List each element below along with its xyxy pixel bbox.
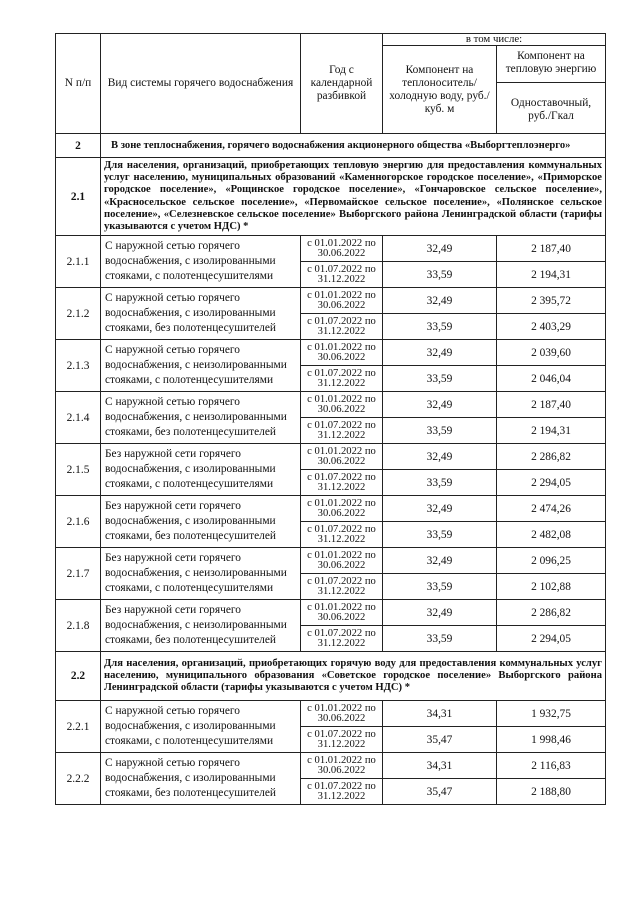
- row-water-1: 32,49: [383, 548, 497, 574]
- section-title: Для населения, организаций, приобретающих тепловую энергию для предоставления коммунальных услуг населению, муниципальных образований «Каменногорское городское поселение», «Приморское городское поселение», «Рощинское городское поселение», «Гончаровское сельское поселение», «Красносельское сельское поселение», «Первомайское сельское поселение», «Полянское сельское поселение», «Селезневское сельское поселение» Выборгского района Ленинградской области (тарифы указываются с учетом НДС) *: [101, 158, 606, 236]
- row-period-2: с 01.07.2022 по 31.12.2022: [301, 522, 383, 548]
- row-system-type: Без наружной сети горячего водоснабжения, с неизолированными стояками, с полотенцесушителями: [101, 548, 301, 600]
- section-num: 2.2: [56, 652, 101, 701]
- row-heat-2: 2 194,31: [497, 418, 606, 444]
- row-period-2: с 01.07.2022 по 31.12.2022: [301, 779, 383, 805]
- tariff-row: [56, 753, 606, 779]
- row-period-1: с 01.01.2022 по 30.06.2022: [301, 548, 383, 574]
- row-heat-2: 1 998,46: [497, 727, 606, 753]
- tariff-row: [56, 600, 606, 626]
- row-heat-1: 2 395,72: [497, 288, 606, 314]
- row-period-1: с 01.01.2022 по 30.06.2022: [301, 600, 383, 626]
- header-row-top: [56, 34, 606, 46]
- row-water-2: 35,47: [383, 727, 497, 753]
- tariff-row: [56, 392, 606, 418]
- row-water-2: 33,59: [383, 366, 497, 392]
- row-num: 2.1.2: [56, 288, 101, 340]
- header-system-type: Вид системы горячего водоснабжения: [101, 34, 301, 134]
- row-period-1: с 01.01.2022 по 30.06.2022: [301, 288, 383, 314]
- row-period-1: с 01.01.2022 по 30.06.2022: [301, 236, 383, 262]
- row-heat-2: 2 194,31: [497, 262, 606, 288]
- row-period-1: с 01.01.2022 по 30.06.2022: [301, 444, 383, 470]
- row-water-1: 32,49: [383, 600, 497, 626]
- row-heat-2: 2 294,05: [497, 626, 606, 652]
- row-heat-2: 2 188,80: [497, 779, 606, 805]
- row-period-1: с 01.01.2022 по 30.06.2022: [301, 392, 383, 418]
- row-water-1: 32,49: [383, 236, 497, 262]
- row-period-1: с 01.01.2022 по 30.06.2022: [301, 753, 383, 779]
- tariff-row: [56, 288, 606, 314]
- row-water-1: 32,49: [383, 288, 497, 314]
- row-system-type: Без наружной сети горячего водоснабжения, с изолированными стояками, с полотенцесушителями: [101, 444, 301, 496]
- row-heat-2: 2 403,29: [497, 314, 606, 340]
- row-num: 2.1.5: [56, 444, 101, 496]
- tariff-row: [56, 236, 606, 262]
- row-system-type: С наружной сетью горячего водоснабжения, с неизолированными стояками, с полотенцесушителями: [101, 340, 301, 392]
- section-row: [56, 158, 606, 236]
- row-water-1: 34,31: [383, 753, 497, 779]
- row-water-2: 33,59: [383, 418, 497, 444]
- row-water-1: 32,49: [383, 496, 497, 522]
- section-row: [56, 652, 606, 701]
- row-heat-1: 2 187,40: [497, 392, 606, 418]
- row-num: 2.1.1: [56, 236, 101, 288]
- row-period-2: с 01.07.2022 по 31.12.2022: [301, 314, 383, 340]
- row-water-1: 34,31: [383, 701, 497, 727]
- row-heat-1: 2 286,82: [497, 444, 606, 470]
- header-heat-top: Компонент на тепловую энергию: [497, 46, 605, 83]
- row-heat-1: 2 096,25: [497, 548, 606, 574]
- row-heat-1: 2 116,83: [497, 753, 606, 779]
- row-water-1: 32,49: [383, 392, 497, 418]
- row-heat-2: 2 294,05: [497, 470, 606, 496]
- row-num: 2.2.1: [56, 701, 101, 753]
- row-system-type: С наружной сетью горячего водоснабжения, с изолированными стояками, с полотенцесушителями: [101, 236, 301, 288]
- section-num: 2.1: [56, 158, 101, 236]
- row-period-2: с 01.07.2022 по 31.12.2022: [301, 418, 383, 444]
- row-heat-1: 2 187,40: [497, 236, 606, 262]
- row-num: 2.2.2: [56, 753, 101, 805]
- zone-title: В зоне теплоснабжения, горячего водоснабжения акционерного общества «Выборгтеплоэнерго»: [101, 134, 606, 158]
- row-system-type: С наружной сетью горячего водоснабжения, с изолированными стояками, без полотенцесушителей: [101, 288, 301, 340]
- row-num: 2.1.7: [56, 548, 101, 600]
- header-heat-bottom: Одноставочный, руб./Гкал: [510, 97, 592, 122]
- row-heat-2: 2 482,08: [497, 522, 606, 548]
- row-system-type: С наружной сетью горячего водоснабжения, с изолированными стояками, без полотенцесушителей: [101, 753, 301, 805]
- header-year: Год с календарной разбивкой: [301, 34, 383, 134]
- header-heat-component: [497, 46, 606, 134]
- row-num: 2.1.6: [56, 496, 101, 548]
- row-num: 2.1.8: [56, 600, 101, 652]
- row-heat-2: 2 046,04: [497, 366, 606, 392]
- row-heat-1: 1 932,75: [497, 701, 606, 727]
- row-period-2: с 01.07.2022 по 31.12.2022: [301, 574, 383, 600]
- tariff-row: [56, 548, 606, 574]
- row-system-type: Без наружной сети горячего водоснабжения, с изолированными стояками, без полотенцесушителей: [101, 496, 301, 548]
- row-period-2: с 01.07.2022 по 31.12.2022: [301, 470, 383, 496]
- row-num: 2.1.4: [56, 392, 101, 444]
- row-heat-1: 2 474,26: [497, 496, 606, 522]
- row-period-2: с 01.07.2022 по 31.12.2022: [301, 626, 383, 652]
- row-num: 2.1.3: [56, 340, 101, 392]
- row-heat-2: 2 102,88: [497, 574, 606, 600]
- row-system-type: С наружной сетью горячего водоснабжения, с изолированными стояками, с полотенцесушителями: [101, 701, 301, 753]
- tariff-document: [55, 33, 605, 805]
- row-water-2: 33,59: [383, 626, 497, 652]
- row-period-1: с 01.01.2022 по 30.06.2022: [301, 701, 383, 727]
- row-period-2: с 01.07.2022 по 31.12.2022: [301, 727, 383, 753]
- row-period-2: с 01.07.2022 по 31.12.2022: [301, 366, 383, 392]
- header-including: в том числе:: [383, 34, 606, 46]
- tariff-row: [56, 701, 606, 727]
- section-title: Для населения, организаций, приобретающих горячую воду для предоставления коммунальных услуг населению, муниципального образования «Советское городское поселение» Выборгского района Ленинградской области (тарифы указываются с учетом НДС) *: [101, 652, 606, 701]
- row-period-1: с 01.01.2022 по 30.06.2022: [301, 496, 383, 522]
- row-water-2: 33,59: [383, 470, 497, 496]
- tariff-row: [56, 444, 606, 470]
- row-heat-1: 2 039,60: [497, 340, 606, 366]
- zone-num: 2: [56, 134, 101, 158]
- header-water-component: Компонент на теплоноситель/ холодную воду, руб./куб. м: [383, 46, 497, 134]
- row-water-1: 32,49: [383, 340, 497, 366]
- row-period-1: с 01.01.2022 по 30.06.2022: [301, 340, 383, 366]
- row-system-type: Без наружной сети горячего водоснабжения, с неизолированными стояками, без полотенцесушителей: [101, 600, 301, 652]
- tariff-row: [56, 340, 606, 366]
- tariff-table: [55, 33, 606, 805]
- row-water-2: 33,59: [383, 262, 497, 288]
- row-period-2: с 01.07.2022 по 31.12.2022: [301, 262, 383, 288]
- row-heat-1: 2 286,82: [497, 600, 606, 626]
- row-water-2: 33,59: [383, 314, 497, 340]
- row-water-1: 32,49: [383, 444, 497, 470]
- row-water-2: 35,47: [383, 779, 497, 805]
- zone-row: [56, 134, 606, 158]
- row-water-2: 33,59: [383, 574, 497, 600]
- tariff-row: [56, 496, 606, 522]
- row-system-type: С наружной сетью горячего водоснабжения, с неизолированными стояками, без полотенцесушителей: [101, 392, 301, 444]
- row-water-2: 33,59: [383, 522, 497, 548]
- header-num: N п/п: [56, 34, 101, 134]
